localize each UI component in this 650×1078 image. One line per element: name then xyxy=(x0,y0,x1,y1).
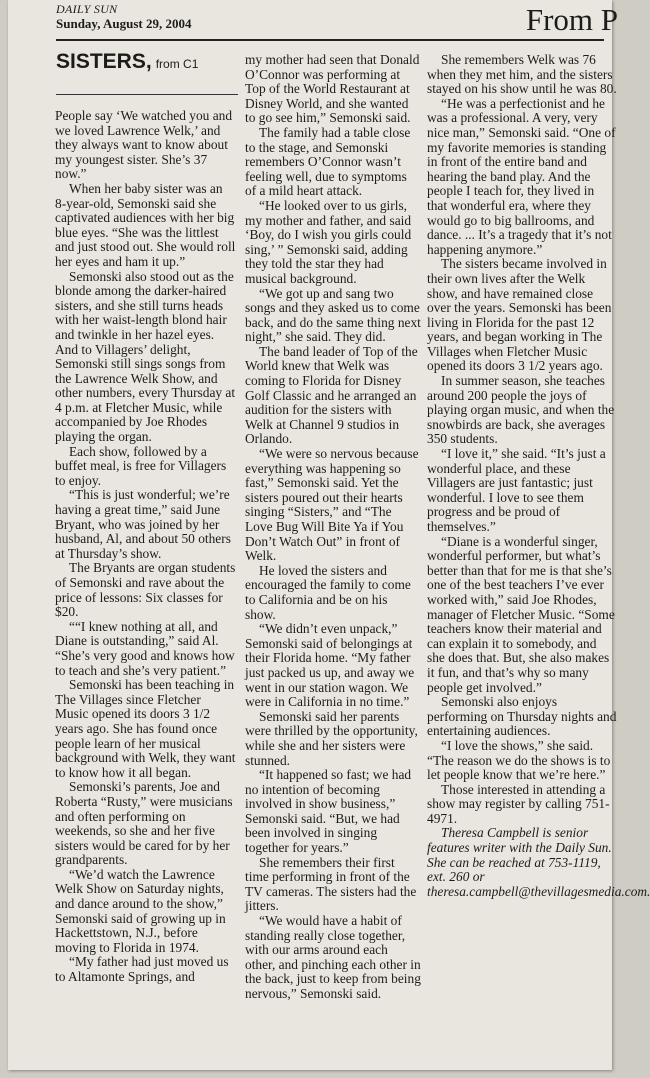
paragraph: “We got up and sang two songs and they asked us to come back, and do the same thing next night,” she said. They did. xyxy=(245,285,421,345)
paragraph: The Bryants are organ students of Semonski and rave about the price of lessons: Six classes for $20. xyxy=(55,560,236,620)
paragraph: “I love it,” she said. “It’s just a wonderful place, and these Villagers are just fantastic; just wonderful. I love to see them progress and be proud of themselves.” xyxy=(427,446,606,534)
article-column-3 xyxy=(427,52,650,1075)
paragraph: ““I knew nothing at all, and Diane is outstanding,” said Al. “She’s very good and knows how to teach and she’s very patient.” xyxy=(55,618,235,678)
publication-name: DAILY SUN xyxy=(56,2,118,16)
paragraph: “We didn’t even unpack,” Semonski said of belongings at their Florida home. “My father just packed us up, and away we went in our station wagon. We were in California in no time.” xyxy=(245,621,415,710)
headline-continuation: from C1 xyxy=(155,57,199,71)
paragraph: my mother had seen that Donald O’Connor was performing at Top of the World Restaurant at Disney World, and she wanted to go see him,” Semonski said. xyxy=(245,52,420,126)
article-column-2 xyxy=(245,53,421,1075)
paragraph: He loved the sisters and encouraged the family to come to California and be on his show. xyxy=(245,562,411,622)
paragraph: “He was a perfectionist and he was a professional. A very, very nice man,” Semonski said. “One of my favorite memories is standing in front of the entire band and hearing the band play. And the people I teach for, they lived in that wonderful era, where they would go to big ballrooms, and dance. ... It’s a tragedy that it’s not happening anymore.” xyxy=(427,95,616,257)
masthead-rule xyxy=(56,39,604,41)
paragraph: The family had a table close to the stage, and Semonski remembers O’Connor wasn’t feeling well, due to symptoms of a mild heart attack. xyxy=(245,124,411,199)
paragraph: “We would have a habit of standing really close together, with our arms around each other, and pinching each other in the back, just to keep from being nervous,” Semonski said. xyxy=(245,913,421,1001)
paragraph: “I love the shows,” she said. “The reason we do the shows is to let people know that we’re here.” xyxy=(427,737,611,783)
author-byline: Theresa Campbell is senior features writer with the Daily Sun. She can be reached at 753-1119, ext. 260 or theresa.campbell@thevillagesmedia.com. xyxy=(427,825,650,899)
paragraph: “He looked over to us girls, my mother and father, and said ‘Boy, do I wish you girls could sing,’ ” Semonski said, adding they told the star they had musical background. xyxy=(245,197,412,286)
masthead xyxy=(48,2,618,38)
paragraph: “This is just wonderful; we’re having a great time,” said June Bryant, who was joined by her husband, Al, and about 50 others at Thursday’s show. xyxy=(55,487,231,561)
newspaper-clipping xyxy=(8,0,650,1070)
paragraph: Those interested in attending a show may register by calling 751-4971. xyxy=(427,781,610,826)
paragraph: When her baby sister was an 8-year-old, Semonski said she captivated audiences with her big blue eyes. “She was the littlest and just stood out. She would roll her eyes and ham it up.” xyxy=(55,180,236,269)
paragraph: Each show, followed by a buffet meal, is free for Villagers to enjoy. xyxy=(55,443,227,488)
paragraph: Semonski has been teaching in The Villages since Fletcher Music opened its doors 3 1/2 years ago. She has found once people learn of her musical background with Welk, they want to know how it all began. xyxy=(55,677,236,780)
paragraph: Semonski also stood out as the blonde among the darker-haired sisters, and she still turns heads with her waist-length blond hair and twinkle in her hazel eyes. And to Villagers’ delight, Semonski still sings songs from the Lawrence Welk Show, and other numbers, every Thursday at 4 p.m. at Fletcher Music, while accompanied by Joe Rhodes playing the organ. xyxy=(55,268,236,445)
paragraph: “My father had just moved us to Altamonte Springs, and xyxy=(55,954,229,985)
article-column-1 xyxy=(55,109,237,1075)
article-headline xyxy=(56,50,246,74)
publication-date: Sunday, August 29, 2004 xyxy=(56,16,192,31)
paragraph: “Diane is a wonderful singer, wonderful performer, but what’s better than that for me is that she’s one of the best teachers I’ve ever worked with,” said Joe Rhodes, manager of Fletcher Music. “Some teachers know their material and can explain it to somebody, and she does that. But, she also makes it fun, and that’s why so many people get involved.” xyxy=(427,533,615,695)
headline-rule xyxy=(56,94,238,95)
headline-title: SISTERS, xyxy=(56,50,152,73)
paragraph: The sisters became involved in their own lives after the Welk show, and have remained close over the years. Semonski has been living in Florida for the past 12 years, and began working in The Villages when Fletcher Music opened its doors 3 1/2 years ago. xyxy=(427,256,612,374)
section-header: From P xyxy=(525,2,618,37)
paragraph: People say ‘We watched you and we loved Lawrence Welk,’ and they always want to know about my youngest sister. She’s 37 now.” xyxy=(55,108,233,182)
paragraph: She remembers Welk was 76 when they met him, and the sisters stayed on his show until he was 80. xyxy=(427,52,617,97)
paragraph: She remembers their first time performing in front of the TV cameras. The sisters had the jitters. xyxy=(245,854,417,914)
paragraph: Semonski also enjoys performing on Thursday nights and entertaining audiences. xyxy=(427,694,617,739)
paragraph: In summer season, she teaches around 200 people the joys of playing organ music, and when the snowbirds are back, she averages 350 students. xyxy=(427,373,615,447)
paragraph: “We’d watch the Lawrence Welk Show on Saturday nights, and dance around to the show,” Semonski said of growing up in Hackettstown, N.J., before moving to Florida in 1974. xyxy=(55,866,226,955)
paragraph: “It happened so fast; we had no intention of becoming involved in show business,” Semonski said. “But, we had been involved in singing together for years.” xyxy=(245,767,412,856)
paragraph: Semonski’s parents, Joe and Roberta “Rusty,” were musicians and often performing on weekends, so she and her five sisters would be cared for by her grandparents. xyxy=(55,779,233,868)
paragraph: “We were so nervous because everything was happening so fast,” Semonski said. Yet the sisters poured out their hearts singing “Sisters,” and “The Love Bug Will Bite Ya if You Don’t Watch Out” in front of Welk. xyxy=(245,446,419,564)
paragraph: Semonski said her parents were thrilled by the opportunity, while she and her sisters were stunned. xyxy=(245,708,418,768)
paragraph: The band leader of Top of the World knew that Welk was coming to Florida for Disney Golf Classic and he arranged an audition for the sisters with Welk at Channel 9 studios in Orlando. xyxy=(245,343,418,447)
